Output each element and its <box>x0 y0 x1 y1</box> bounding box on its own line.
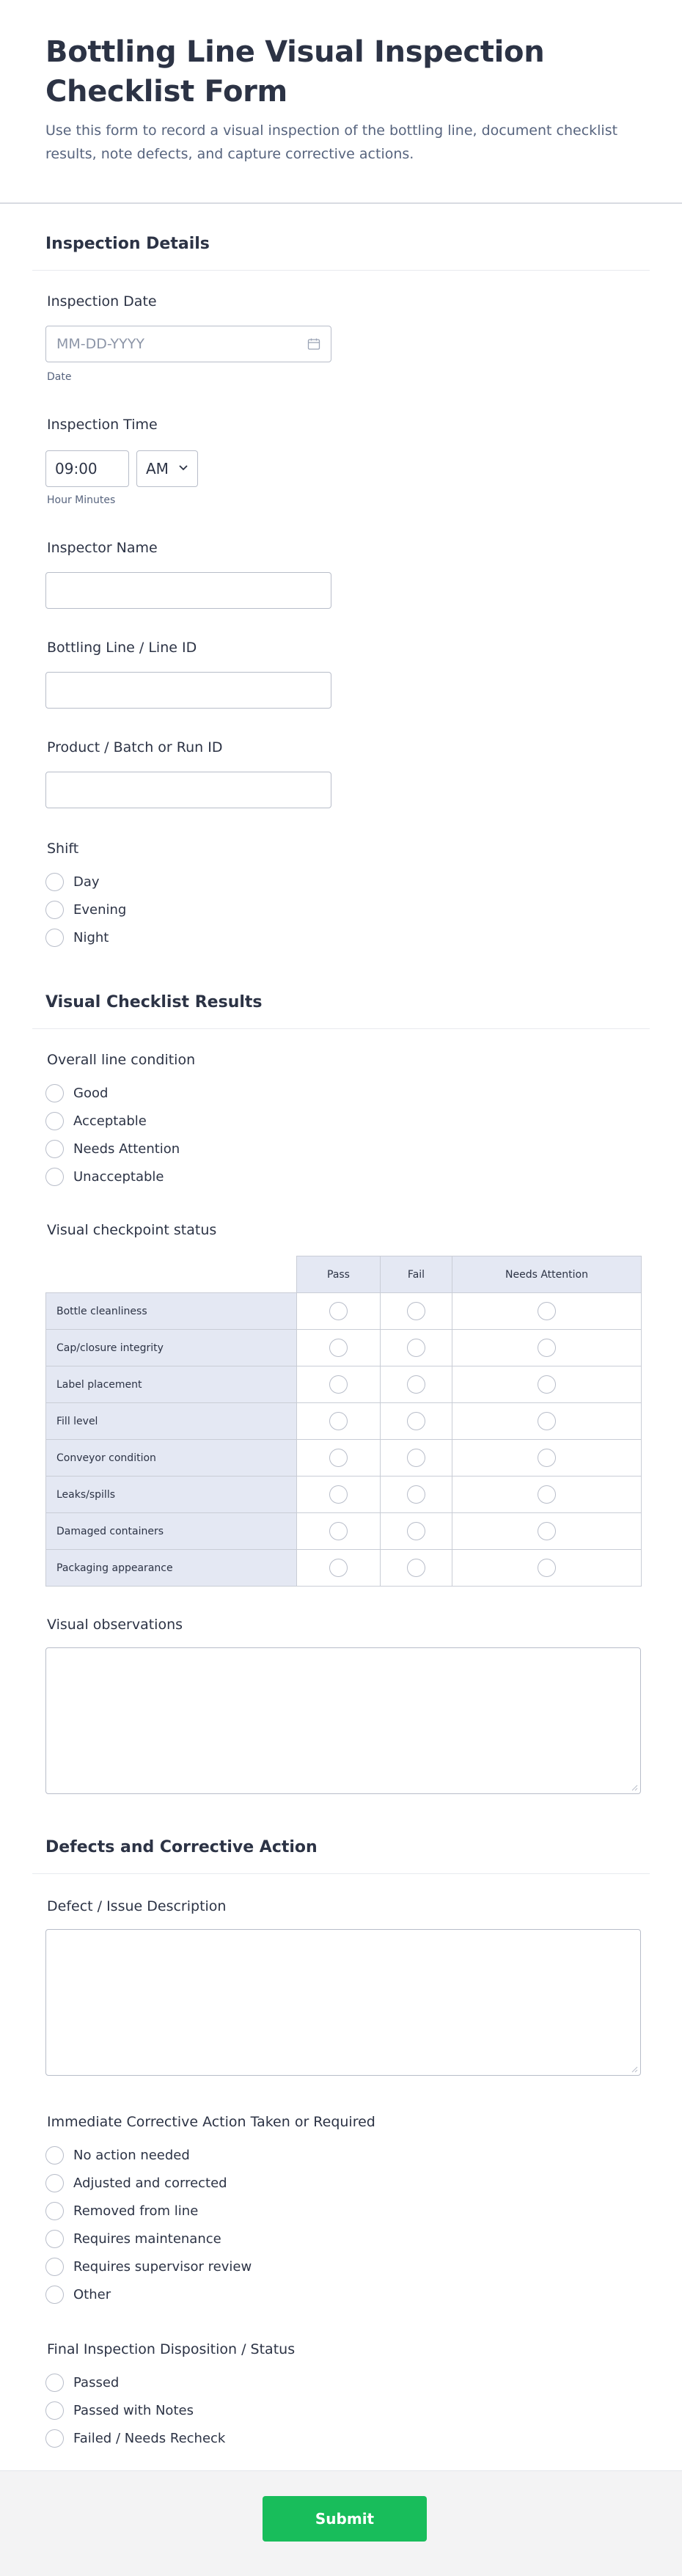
radio-button[interactable] <box>329 1412 348 1430</box>
radio-button[interactable] <box>538 1485 556 1504</box>
submit-button[interactable]: Submit <box>263 2496 427 2542</box>
matrix-row <box>46 1330 642 1366</box>
matrix-cell-pass[interactable] <box>297 1293 381 1330</box>
matrix-row-label: Packaging appearance <box>46 1550 297 1587</box>
matrix-cell-fail[interactable] <box>381 1366 452 1403</box>
action-option-label: Other <box>73 2287 111 2302</box>
resize-grip-icon[interactable] <box>631 1784 638 1791</box>
radio-button[interactable] <box>45 2202 64 2220</box>
matrix-row <box>46 1477 642 1513</box>
radio-button[interactable] <box>45 2146 64 2165</box>
matrix-cell-fail[interactable] <box>381 1513 452 1550</box>
batch-id-label: Product / Batch or Run ID <box>47 739 223 755</box>
matrix-cell-pass[interactable] <box>297 1366 381 1403</box>
resize-grip-icon[interactable] <box>631 2065 638 2073</box>
matrix-row-label: Damaged containers <box>46 1513 297 1550</box>
matrix-row-label: Fill level <box>46 1403 297 1440</box>
matrix-column-header: Needs Attention <box>452 1256 642 1293</box>
condition-option-label: Acceptable <box>73 1113 147 1129</box>
shift-option-label: Evening <box>73 902 127 918</box>
radio-button[interactable] <box>538 1412 556 1430</box>
calendar-icon[interactable] <box>307 337 320 351</box>
section-divider <box>32 1873 650 1874</box>
matrix-cell-pass[interactable] <box>297 1330 381 1366</box>
radio-button[interactable] <box>538 1302 556 1320</box>
matrix-cell-fail[interactable] <box>381 1550 452 1587</box>
condition-option-label: Good <box>73 1086 109 1101</box>
matrix-cell-needs-attention[interactable] <box>452 1366 642 1403</box>
matrix-corner <box>46 1256 297 1293</box>
matrix-row-label: Bottle cleanliness <box>46 1293 297 1330</box>
inspector-name-label: Inspector Name <box>47 540 158 556</box>
checkpoint-matrix <box>45 1256 642 1587</box>
inspection-time-label: Inspection Time <box>47 417 158 433</box>
action-option-label: Removed from line <box>73 2203 199 2219</box>
observations-textarea[interactable] <box>45 1647 641 1794</box>
corrective-action-label: Immediate Corrective Action Taken or Required <box>47 2114 375 2130</box>
section-title-checklist-results: Visual Checklist Results <box>45 993 263 1011</box>
matrix-row <box>46 1513 642 1550</box>
radio-button[interactable] <box>538 1449 556 1467</box>
section-title-defects: Defects and Corrective Action <box>45 1838 318 1856</box>
matrix-cell-pass[interactable] <box>297 1477 381 1513</box>
matrix-cell-fail[interactable] <box>381 1403 452 1440</box>
radio-button[interactable] <box>45 2258 64 2276</box>
condition-option-label: Unacceptable <box>73 1169 164 1185</box>
section-divider <box>32 1028 650 1029</box>
batch-id-input[interactable] <box>45 772 331 808</box>
matrix-cell-pass[interactable] <box>297 1403 381 1440</box>
radio-button[interactable] <box>538 1375 556 1394</box>
matrix-cell-needs-attention[interactable] <box>452 1293 642 1330</box>
radio-button[interactable] <box>329 1375 348 1394</box>
line-id-input[interactable] <box>45 672 331 709</box>
radio-button[interactable] <box>329 1339 348 1357</box>
form-title: Bottling Line Visual Inspection Checklist Form <box>45 35 545 109</box>
matrix-cell-needs-attention[interactable] <box>452 1440 642 1477</box>
radio-button[interactable] <box>538 1559 556 1577</box>
form-footer <box>0 2470 682 2576</box>
matrix-header-row <box>46 1256 642 1293</box>
shift-option-label: Night <box>73 930 109 945</box>
radio-button[interactable] <box>538 1339 556 1357</box>
disposition-option-label: Passed with Notes <box>73 2403 194 2418</box>
radio-button[interactable] <box>45 929 64 947</box>
radio-button[interactable] <box>45 2401 64 2420</box>
ampm-value: AM <box>146 460 169 477</box>
disposition-option-label: Passed <box>73 2375 120 2390</box>
matrix-row-label: Label placement <box>46 1366 297 1403</box>
final-disposition-label: Final Inspection Disposition / Status <box>47 2341 296 2357</box>
section-divider <box>32 270 650 271</box>
action-option-label: Requires supervisor review <box>73 2259 252 2275</box>
matrix-cell-needs-attention[interactable] <box>452 1550 642 1587</box>
chevron-down-icon <box>178 464 188 472</box>
radio-button[interactable] <box>45 1084 64 1102</box>
action-option-label: No action needed <box>73 2148 190 2163</box>
matrix-cell-fail[interactable] <box>381 1293 452 1330</box>
matrix-row <box>46 1403 642 1440</box>
radio-button[interactable] <box>407 1449 425 1467</box>
matrix-row-label: Leaks/spills <box>46 1477 297 1513</box>
inspection-date-sublabel: Date <box>47 371 72 383</box>
radio-button[interactable] <box>45 2286 64 2304</box>
radio-button[interactable] <box>407 1375 425 1394</box>
action-option-label: Requires maintenance <box>73 2231 221 2247</box>
shift-option-label: Day <box>73 874 100 890</box>
radio-button[interactable] <box>45 2429 64 2448</box>
radio-button[interactable] <box>45 2174 64 2192</box>
matrix-cell-pass[interactable] <box>297 1550 381 1587</box>
matrix-cell-pass[interactable] <box>297 1440 381 1477</box>
checkpoint-status-label: Visual checkpoint status <box>47 1222 217 1238</box>
matrix-cell-fail[interactable] <box>381 1477 452 1513</box>
radio-button[interactable] <box>407 1522 425 1540</box>
matrix-row <box>46 1440 642 1477</box>
matrix-cell-fail[interactable] <box>381 1330 452 1366</box>
ampm-select[interactable] <box>136 450 198 487</box>
inspection-date-label: Inspection Date <box>47 293 157 310</box>
radio-button[interactable] <box>45 1168 64 1186</box>
matrix-row-label: Cap/closure integrity <box>46 1330 297 1366</box>
matrix-row-label: Conveyor condition <box>46 1440 297 1477</box>
radio-button[interactable] <box>45 2374 64 2392</box>
matrix-row <box>46 1550 642 1587</box>
radio-button[interactable] <box>538 1522 556 1540</box>
radio-button[interactable] <box>329 1485 348 1504</box>
form-header <box>0 0 682 204</box>
defect-description-textarea[interactable] <box>45 1929 641 2076</box>
section-title-inspection-details: Inspection Details <box>45 235 210 253</box>
matrix-row <box>46 1293 642 1330</box>
matrix-row <box>46 1366 642 1403</box>
matrix-cell-needs-attention[interactable] <box>452 1477 642 1513</box>
radio-button[interactable] <box>329 1449 348 1467</box>
condition-option-label: Needs Attention <box>73 1141 180 1157</box>
shift-label: Shift <box>47 841 79 857</box>
action-option-label: Adjusted and corrected <box>73 2176 227 2191</box>
inspection-time-input[interactable]: 09:00 <box>45 450 129 487</box>
matrix-column-header: Pass <box>297 1256 381 1293</box>
radio-button[interactable] <box>45 1140 64 1158</box>
matrix-cell-needs-attention[interactable] <box>452 1513 642 1550</box>
defect-description-label: Defect / Issue Description <box>47 1898 227 1914</box>
form-description: Use this form to record a visual inspection of the bottling line, document checklist results, note defects, and capture corrective actions. <box>45 122 618 162</box>
radio-button[interactable] <box>407 1412 425 1430</box>
radio-button[interactable] <box>329 1522 348 1540</box>
radio-button[interactable] <box>45 2230 64 2248</box>
inspector-name-input[interactable] <box>45 572 331 609</box>
matrix-cell-fail[interactable] <box>381 1440 452 1477</box>
radio-button[interactable] <box>407 1485 425 1504</box>
matrix-cell-needs-attention[interactable] <box>452 1403 642 1440</box>
matrix-cell-needs-attention[interactable] <box>452 1330 642 1366</box>
radio-button[interactable] <box>407 1559 425 1577</box>
radio-button[interactable] <box>407 1339 425 1357</box>
inspection-date-placeholder: MM-DD-YYYY <box>56 336 144 352</box>
inspection-date-input[interactable] <box>45 326 331 362</box>
radio-button[interactable] <box>329 1559 348 1577</box>
radio-button[interactable] <box>45 901 64 919</box>
radio-button[interactable] <box>45 1112 64 1130</box>
line-id-label: Bottling Line / Line ID <box>47 640 197 656</box>
radio-button[interactable] <box>45 873 64 891</box>
matrix-cell-pass[interactable] <box>297 1513 381 1550</box>
inspection-time-sublabel: Hour Minutes <box>47 494 116 506</box>
radio-button[interactable] <box>407 1302 425 1320</box>
disposition-option-label: Failed / Needs Recheck <box>73 2431 226 2446</box>
radio-button[interactable] <box>329 1302 348 1320</box>
observations-label: Visual observations <box>47 1617 183 1633</box>
matrix-column-header: Fail <box>381 1256 452 1293</box>
overall-condition-label: Overall line condition <box>47 1052 196 1068</box>
